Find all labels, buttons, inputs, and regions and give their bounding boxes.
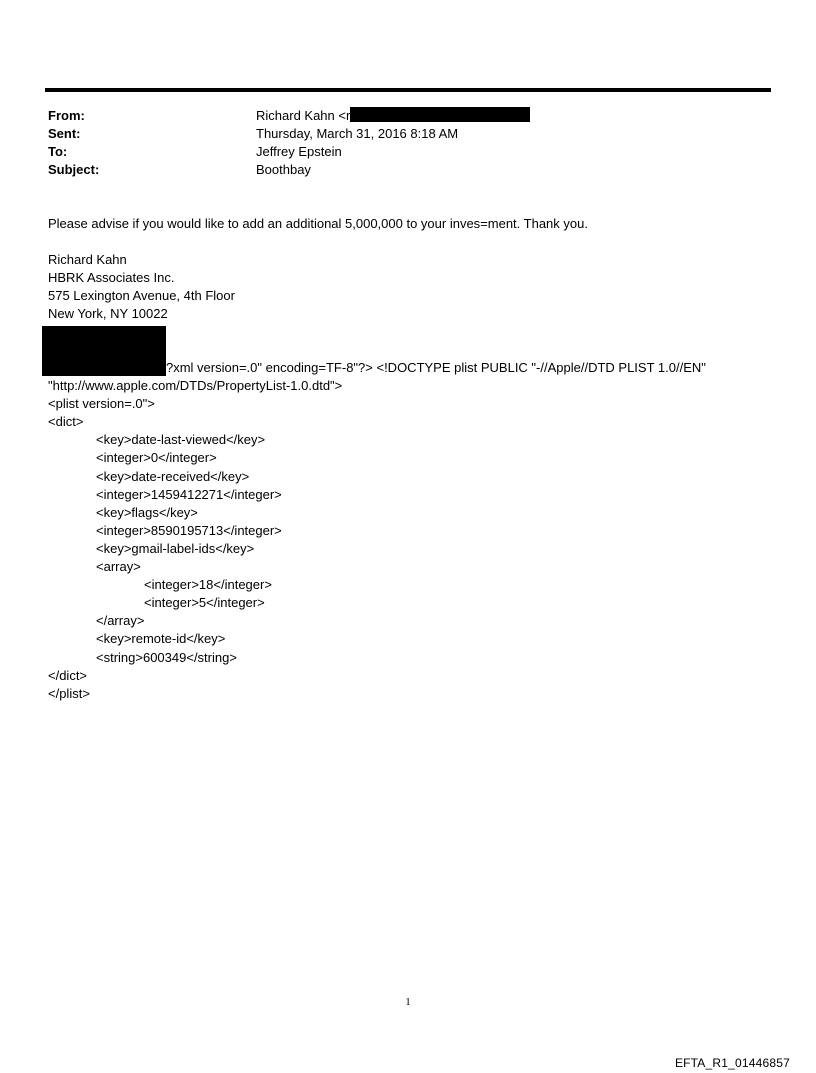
plist-line: <key>flags</key> <box>96 504 198 520</box>
from-row <box>48 107 748 125</box>
plist-line: </plist> <box>48 685 90 701</box>
plist-line: </array> <box>96 613 145 629</box>
plist-line: </dict> <box>48 667 88 683</box>
email-header <box>48 107 748 179</box>
sent-value: Thursday, March 31, 2016 8:18 AM <box>256 126 459 141</box>
to-label: To: <box>48 144 68 159</box>
subject-value: Boothbay <box>256 162 311 177</box>
subject-row <box>48 161 748 179</box>
plist-line: <key>date-last-viewed</key> <box>96 432 266 448</box>
from-value <box>256 107 530 125</box>
sent-row <box>48 125 748 143</box>
plist-metadata <box>48 359 788 703</box>
page-number: 1 <box>405 996 411 1008</box>
plist-line: <key>remote-id</key> <box>96 631 226 647</box>
header-divider <box>45 88 771 92</box>
plist-line: ?xml version=.0" encoding=TF-8"?> <!DOCTYPE plist PUBLIC "-//Apple//DTD PLIST 1.0//EN" <box>166 360 706 375</box>
from-label: From: <box>48 108 85 123</box>
plist-line: <string>600349</string> <box>96 649 237 665</box>
plist-line: <plist version=.0"> <box>48 396 155 412</box>
plist-line: "http://www.apple.com/DTDs/PropertyList-1.0.dtd"> <box>48 378 343 394</box>
signature-company: HBRK Associates Inc. <box>48 270 175 285</box>
sent-label: Sent: <box>48 126 81 141</box>
plist-line: <integer>5</integer> <box>144 595 265 611</box>
subject-label: Subject: <box>48 162 100 177</box>
plist-line: <key>gmail-label-ids</key> <box>96 540 255 556</box>
plist-line: <dict> <box>48 414 84 430</box>
signature-address-line1: 575 Lexington Avenue, 4th Floor <box>48 288 235 303</box>
email-body <box>48 215 788 233</box>
from-sender: Richard Kahn <r <box>256 108 351 123</box>
signature-address-line2: New York, NY 10022 <box>48 306 168 321</box>
bates-number: EFTA_R1_01446857 <box>674 1056 790 1070</box>
signature-name: Richard Kahn <box>48 252 127 267</box>
plist-line: <integer>8590195713</integer> <box>96 522 282 538</box>
plist-line: <integer>0</integer> <box>96 450 217 466</box>
to-value: Jeffrey Epstein <box>256 144 342 159</box>
redaction-email <box>350 107 530 122</box>
signature-block <box>48 251 235 323</box>
plist-line: <integer>18</integer> <box>144 577 272 593</box>
plist-line: <key>date-received</key> <box>96 468 250 484</box>
plist-line: <integer>1459412271</integer> <box>96 486 282 502</box>
message-text: Please advise if you would like to add an additional 5,000,000 to your inves=ment. Thank you. <box>48 216 588 231</box>
to-row <box>48 143 748 161</box>
plist-line: <array> <box>96 559 141 575</box>
